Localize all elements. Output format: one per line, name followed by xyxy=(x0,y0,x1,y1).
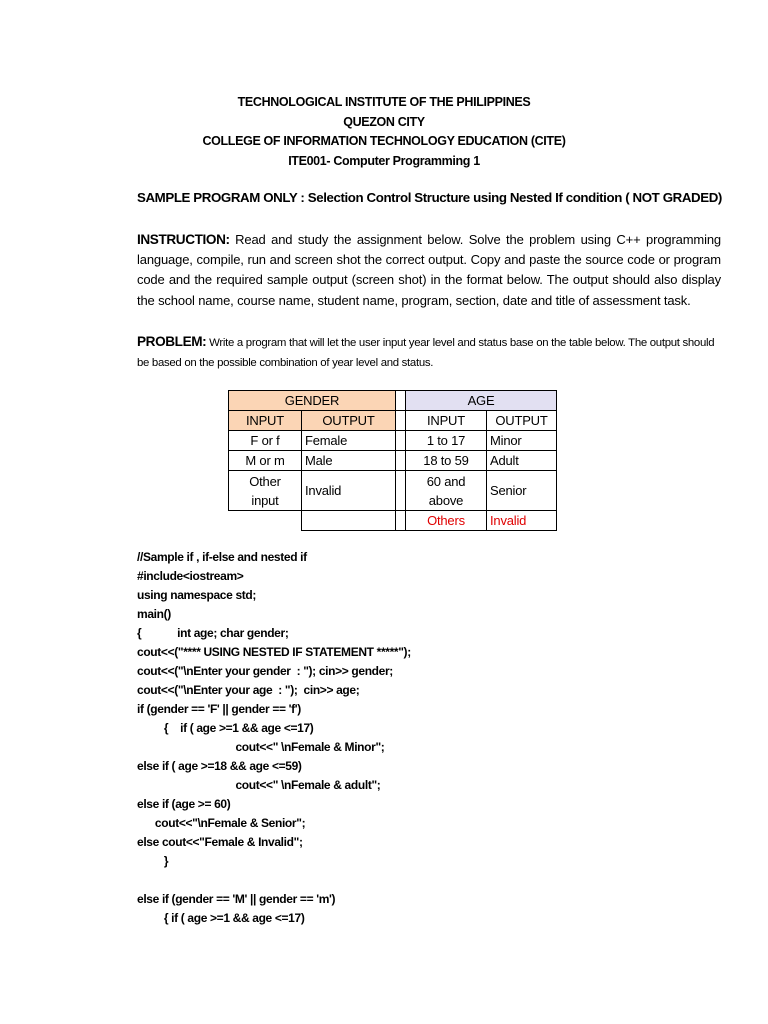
table-cell: Minor xyxy=(487,431,557,451)
code-line: { if ( age >=1 && age <=17) xyxy=(137,911,305,925)
problem-paragraph xyxy=(137,332,717,373)
table-cell: Male xyxy=(302,451,396,471)
table-cell: Female xyxy=(302,431,396,451)
code-line: else if (gender == 'M' || gender == 'm') xyxy=(137,892,336,906)
code-line: else if ( age >=18 && age <=59) xyxy=(137,759,302,773)
sample-program-title: SAMPLE PROGRAM ONLY : Selection Control Structure using Nested If condition ( NOT GRADED) xyxy=(137,190,722,205)
cell-line: Other xyxy=(249,473,281,489)
gender-header: GENDER xyxy=(229,391,396,411)
code-line: //Sample if , if-else and nested if xyxy=(137,550,307,564)
cell-line: 60 and xyxy=(426,473,466,489)
age-input-header: INPUT xyxy=(406,411,487,431)
instruction-paragraph xyxy=(137,230,721,311)
problem-label: PROBLEM: xyxy=(137,334,207,349)
college-name: COLLEGE OF INFORMATION TECHNOLOGY EDUCATION (CITE) xyxy=(202,134,566,148)
code-line: cout<<("**** USING NESTED IF STATEMENT *****"); xyxy=(137,645,411,659)
table-row xyxy=(229,471,631,511)
table-spacer-cell xyxy=(396,451,406,471)
code-line: { if ( age >=1 && age <=17) xyxy=(137,721,314,735)
table-cell: Invalid xyxy=(302,471,396,511)
code-line: using namespace std; xyxy=(137,588,257,602)
course-title: ITE001- Computer Programming 1 xyxy=(288,153,480,168)
document-header xyxy=(0,93,768,171)
code-line: cout<<"\nFemale & Senior"; xyxy=(137,816,306,830)
table-cell: 18 to 59 xyxy=(406,451,487,471)
instruction-label: INSTRUCTION: xyxy=(137,232,230,247)
table-spacer-cell xyxy=(396,431,406,451)
code-listing xyxy=(137,548,411,928)
code-line xyxy=(137,871,411,890)
gender-age-table xyxy=(228,390,631,531)
table-row xyxy=(229,411,631,431)
table-spacer-cell xyxy=(396,391,406,411)
table-cell xyxy=(302,511,396,531)
table-cell: Senior xyxy=(487,471,557,511)
gender-output-header: OUTPUT xyxy=(302,411,396,431)
table-row xyxy=(229,511,631,531)
code-line: else if (age >= 60) xyxy=(137,797,231,811)
cell-line: input xyxy=(251,492,279,508)
table-cell: Others xyxy=(406,511,487,531)
table-cell: F or f xyxy=(229,431,302,451)
instruction-text: Read and study the assignment below. Solve the problem using C++ programming language, compile, run and screen shot the correct output. Copy and paste the source code or program code and the required sample output (screen shot) in the format below. The output should also display the school name, course name, student name, program, section, date and title of assessment task. xyxy=(137,232,721,308)
table-row xyxy=(229,431,631,451)
table-row xyxy=(229,451,631,471)
code-line: else cout<<"Female & Invalid"; xyxy=(137,835,303,849)
table-cell xyxy=(229,471,302,511)
cell-line: above xyxy=(428,492,464,508)
age-header: AGE xyxy=(406,391,557,411)
code-line: { int age; char gender; xyxy=(137,626,289,640)
gender-input-header: INPUT xyxy=(229,411,302,431)
code-line: if (gender == 'F' || gender == 'f') xyxy=(137,702,301,716)
table-cell: Invalid xyxy=(487,511,557,531)
code-line: #include<iostream> xyxy=(137,569,244,583)
problem-text: Write a program that will let the user input year level and status base on the table below. The output should be based on the possible combination of year level and status. xyxy=(137,337,715,369)
code-line: main() xyxy=(137,607,171,621)
code-line: cout<<" \nFemale & adult"; xyxy=(137,778,381,792)
code-line: } xyxy=(137,854,169,868)
table-spacer-cell xyxy=(396,511,406,531)
table-empty-cell xyxy=(229,511,302,531)
table-row xyxy=(229,391,631,411)
table-cell: 1 to 17 xyxy=(406,431,487,451)
table-spacer-cell xyxy=(396,411,406,431)
code-line: cout<<("\nEnter your age : "); cin>> age; xyxy=(137,683,360,697)
table-cell: Adult xyxy=(487,451,557,471)
code-line: cout<<("\nEnter your gender : "); cin>> gender; xyxy=(137,664,393,678)
code-line: cout<<" \nFemale & Minor"; xyxy=(137,740,385,754)
age-output-header: OUTPUT xyxy=(487,411,557,431)
institution-city: QUEZON CITY xyxy=(343,114,425,129)
table-cell xyxy=(406,471,487,511)
table-cell: M or m xyxy=(229,451,302,471)
institution-name: TECHNOLOGICAL INSTITUTE OF THE PHILIPPINES xyxy=(237,95,531,109)
table-spacer-cell xyxy=(396,471,406,511)
